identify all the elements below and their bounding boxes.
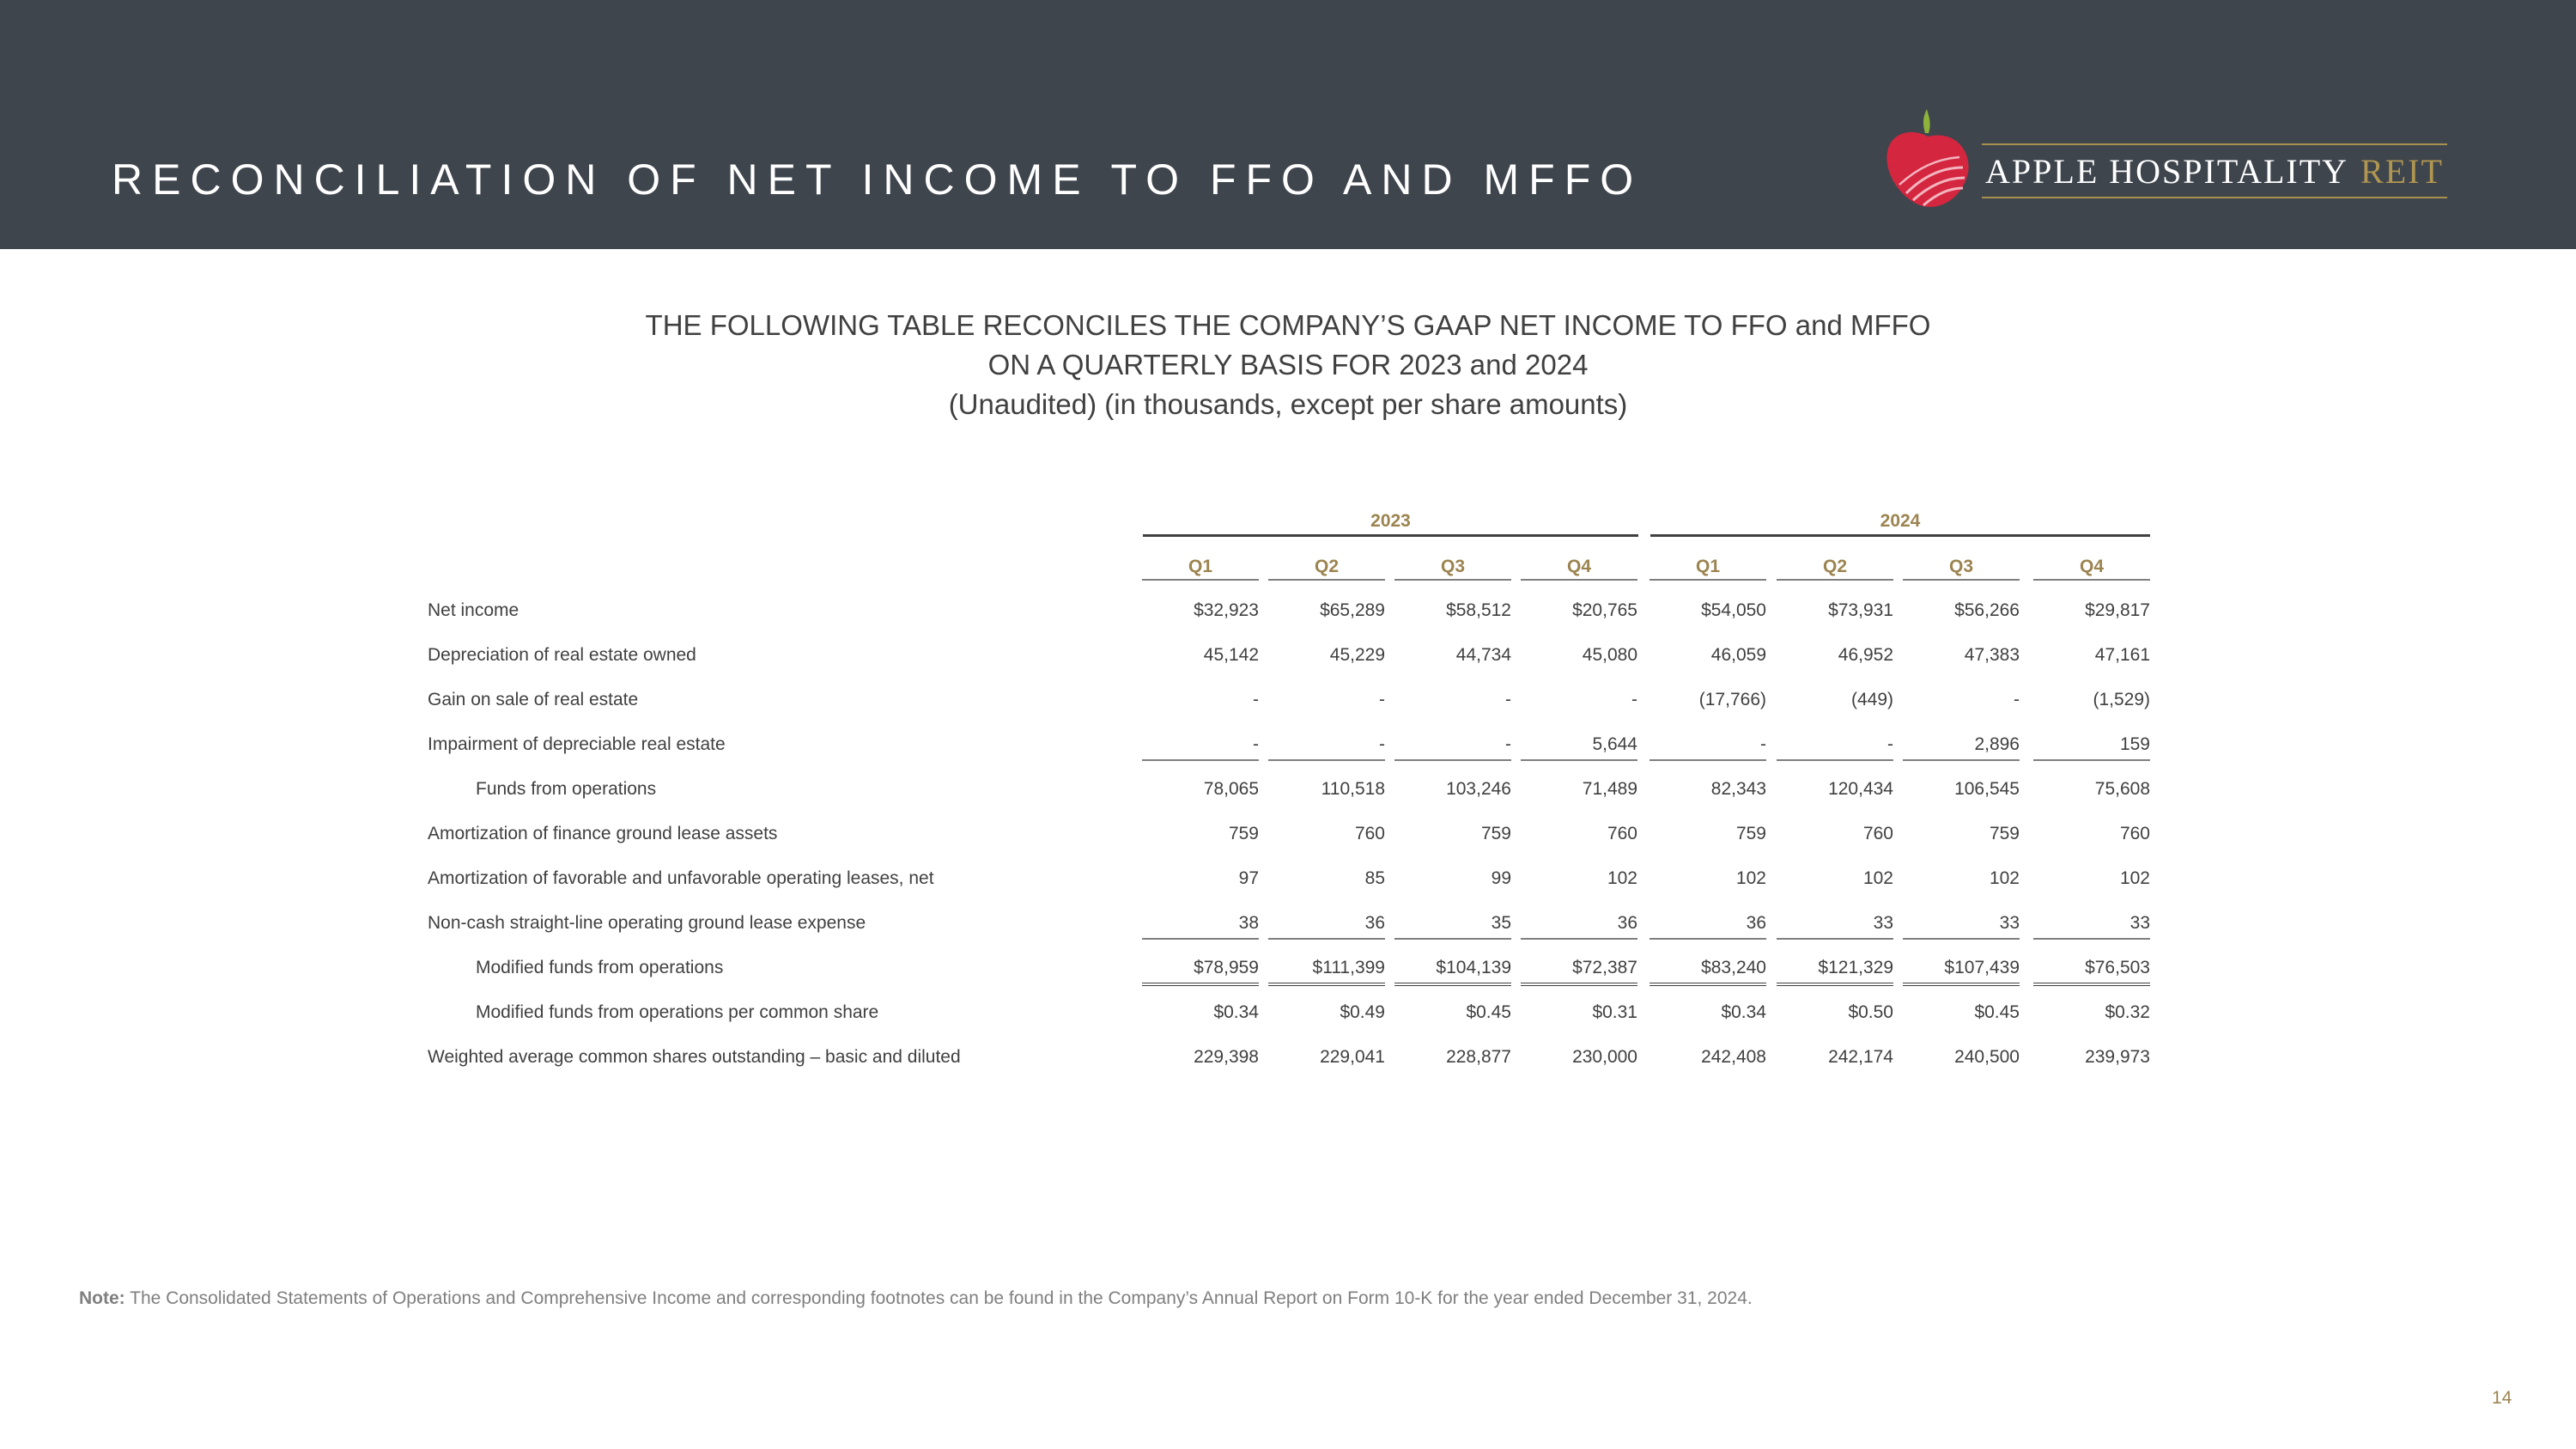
table-cell: (17,766): [1698, 690, 1766, 709]
row-label: Modified funds from operations: [476, 958, 724, 977]
row-label: Funds from operations: [476, 779, 657, 799]
table-cell: 102: [2119, 868, 2150, 888]
table-cell: 102: [1862, 868, 1893, 888]
table-cell: $0.49: [1340, 1002, 1385, 1022]
table-cell: 229,041: [1320, 1047, 1385, 1067]
table-cell: 46,059: [1710, 645, 1766, 665]
table-cell: 230,000: [1572, 1047, 1637, 1067]
table-cell: 759: [1480, 824, 1511, 843]
table-cell: 82,343: [1710, 779, 1766, 799]
table-cell: $0.34: [1213, 1002, 1259, 1022]
subtitle-line-2: ON A QUARTERLY BASIS FOR 2023 and 2024: [987, 349, 1589, 381]
table-cell: $111,399: [1268, 953, 1385, 986]
table-cell: $0.31: [1592, 1002, 1637, 1022]
year-header-2023: 2023: [1143, 508, 1638, 537]
table-cell: 38: [1142, 909, 1259, 940]
table-cell: 45,229: [1329, 645, 1385, 665]
table-cell: $0.45: [1466, 1002, 1511, 1022]
header-bar: [0, 0, 2576, 249]
table-cell: -: [1394, 730, 1511, 761]
row-label: Net income: [428, 600, 519, 620]
subtitle-line-3: (Unaudited) (in thousands, except per share amounts): [948, 388, 1628, 420]
quarter-header: Q1: [1142, 555, 1259, 581]
table-cell: 759: [1735, 824, 1766, 843]
table-cell: 242,174: [1828, 1047, 1893, 1067]
row-label: Weighted average common shares outstanding – basic and diluted: [428, 1047, 961, 1067]
table-cell: 106,545: [1954, 779, 2020, 799]
table-cell: 46,952: [1838, 645, 1893, 665]
table-cell: 759: [1989, 824, 2020, 843]
table-cell: 242,408: [1701, 1047, 1766, 1067]
row-label: Depreciation of real estate owned: [428, 645, 696, 665]
table-cell: 760: [1607, 824, 1637, 843]
table-cell: 159: [2033, 730, 2150, 761]
table-cell: -: [1268, 730, 1385, 761]
row-label: Modified funds from operations per common share: [476, 1002, 879, 1022]
table-cell: 102: [1607, 868, 1637, 888]
table-cell: 33: [1777, 909, 1893, 940]
table-cell: 760: [1862, 824, 1893, 843]
table-cell: -: [1253, 690, 1259, 709]
table-cell: $32,923: [1194, 600, 1259, 620]
table-cell: (1,529): [2093, 690, 2150, 709]
table-cell: (449): [1850, 690, 1893, 709]
table-cell: $0.34: [1721, 1002, 1766, 1022]
table-cell: 5,644: [1521, 730, 1637, 761]
table-cell: 71,489: [1582, 779, 1637, 799]
row-label: Amortization of finance ground lease assets: [428, 824, 778, 843]
table-cell: 97: [1238, 868, 1259, 888]
table-cell: 78,065: [1203, 779, 1259, 799]
table-cell: $121,329: [1777, 953, 1893, 986]
table-cell: $78,959: [1142, 953, 1259, 986]
table-cell: $76,503: [2033, 953, 2150, 986]
table-cell: -: [1631, 690, 1637, 709]
table-cell: -: [1505, 690, 1511, 709]
table-subtitle: [0, 306, 2576, 424]
table-cell: 228,877: [1446, 1047, 1511, 1067]
table-cell: 120,434: [1828, 779, 1893, 799]
table-cell: 36: [1649, 909, 1766, 940]
table-cell: 75,608: [2094, 779, 2150, 799]
apple-logo-icon: [1880, 107, 1975, 210]
logo-main-text: APPLE HOSPITALITY: [1985, 151, 2349, 191]
row-label: Amortization of favorable and unfavorable operating leases, net: [428, 868, 934, 888]
table-cell: $0.32: [2105, 1002, 2150, 1022]
table-cell: 45,080: [1582, 645, 1637, 665]
table-cell: $0.45: [1974, 1002, 2020, 1022]
table-cell: 2,896: [1903, 730, 2020, 761]
quarter-header: Q2: [1268, 555, 1385, 581]
table-cell: 239,973: [2085, 1047, 2150, 1067]
table-cell: $56,266: [1954, 600, 2020, 620]
table-cell: 103,246: [1446, 779, 1511, 799]
table-cell: -: [1142, 730, 1259, 761]
page-title: RECONCILIATION OF NET INCOME TO FFO AND MFFO: [112, 155, 1643, 204]
quarter-header: Q4: [2033, 555, 2150, 581]
table-cell: 36: [1268, 909, 1385, 940]
table-cell: 44,734: [1455, 645, 1511, 665]
page-number: 14: [2492, 1388, 2512, 1408]
quarter-header: Q2: [1777, 555, 1893, 581]
table-cell: -: [1777, 730, 1893, 761]
table-cell: $83,240: [1649, 953, 1766, 986]
quarter-header: Q4: [1521, 555, 1637, 581]
table-cell: $72,387: [1521, 953, 1637, 986]
table-cell: 99: [1491, 868, 1511, 888]
footnote: [79, 1288, 1753, 1309]
table-cell: -: [1379, 690, 1385, 709]
quarter-header: Q1: [1649, 555, 1766, 581]
table-cell: $65,289: [1320, 600, 1385, 620]
table-cell: 47,383: [1964, 645, 2020, 665]
table-cell: $54,050: [1701, 600, 1766, 620]
footnote-text: The Consolidated Statements of Operations and Comprehensive Income and corresponding footnotes can be found in the Company’s Annual Report on Form 10-K for the year ended December 31, 2024.: [125, 1288, 1753, 1308]
table-cell: 85: [1364, 868, 1385, 888]
table-cell: $29,817: [2085, 600, 2150, 620]
table-cell: $104,139: [1394, 953, 1511, 986]
table-cell: 33: [2033, 909, 2150, 940]
table-cell: 110,518: [1321, 779, 1385, 799]
table-cell: 33: [1903, 909, 2020, 940]
table-cell: $0.50: [1848, 1002, 1893, 1022]
row-label: Impairment of depreciable real estate: [428, 734, 726, 754]
year-header-2024: 2024: [1650, 508, 2150, 537]
logo-accent-text: REIT: [2360, 151, 2444, 191]
table-cell: 102: [1735, 868, 1766, 888]
table-cell: 47,161: [2094, 645, 2150, 665]
company-logo: [1880, 107, 2444, 210]
row-label: Non-cash straight-line operating ground lease expense: [428, 913, 866, 933]
table-cell: 45,142: [1203, 645, 1259, 665]
table-cell: $107,439: [1903, 953, 2020, 986]
footnote-label: Note:: [79, 1288, 125, 1308]
table-cell: 102: [1989, 868, 2020, 888]
table-cell: 760: [2119, 824, 2150, 843]
row-label: Gain on sale of real estate: [428, 690, 639, 709]
table-cell: 229,398: [1194, 1047, 1259, 1067]
table-cell: -: [2014, 690, 2020, 709]
table-cell: 35: [1394, 909, 1511, 940]
table-cell: 240,500: [1954, 1047, 2020, 1067]
table-cell: 759: [1228, 824, 1259, 843]
logo-wordmark: [1982, 143, 2447, 198]
quarter-header: Q3: [1903, 555, 2020, 581]
table-cell: -: [1649, 730, 1766, 761]
table-cell: $20,765: [1572, 600, 1637, 620]
table-cell: 760: [1354, 824, 1385, 843]
subtitle-line-1: THE FOLLOWING TABLE RECONCILES THE COMPANY’S GAAP NET INCOME TO FFO and MFFO: [645, 309, 1931, 341]
table-cell: $58,512: [1446, 600, 1511, 620]
quarter-header: Q3: [1394, 555, 1511, 581]
table-cell: 36: [1521, 909, 1637, 940]
table-cell: $73,931: [1828, 600, 1893, 620]
